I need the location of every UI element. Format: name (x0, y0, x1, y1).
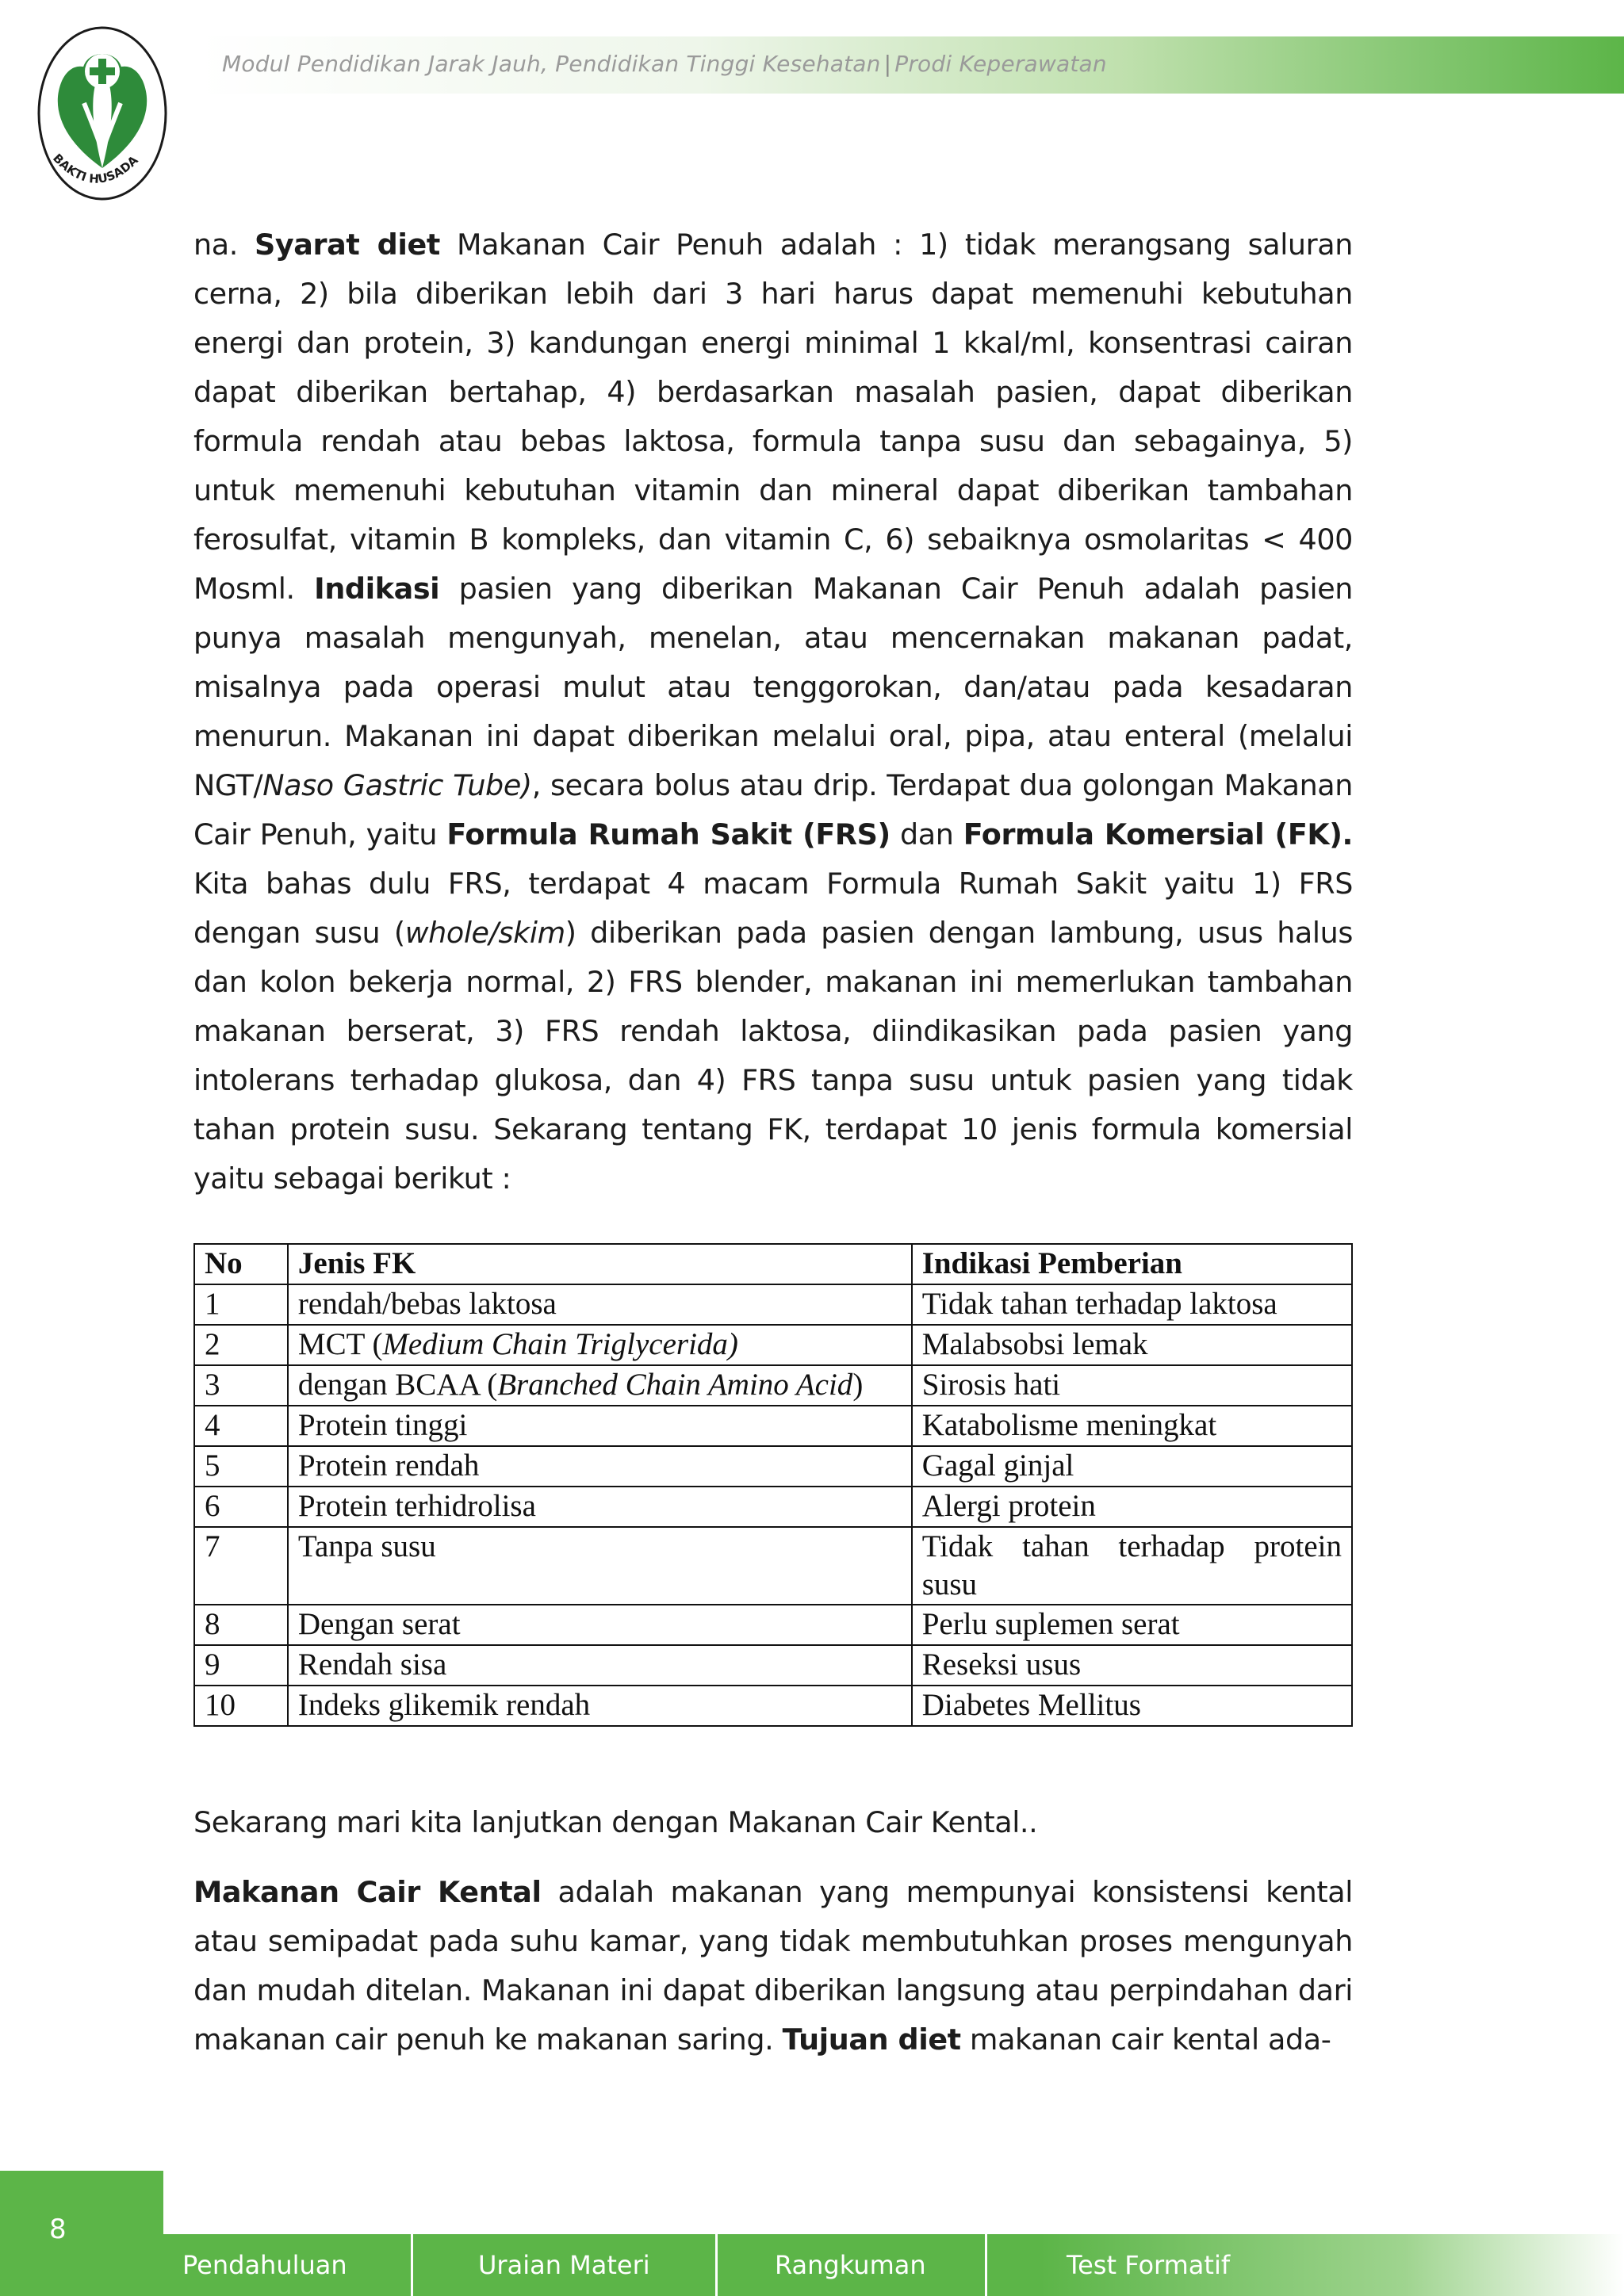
header-jenis: Jenis FK (288, 1244, 912, 1284)
svg-text:BAKTI HUSADA (50, 151, 141, 186)
nav-pendahuluan[interactable]: Pendahuluan (182, 2250, 347, 2280)
table-row: 9 Rendah sisa Reseksi usus (194, 1645, 1352, 1686)
table-row: 4 Protein tinggi Katabolisme meningkat (194, 1406, 1352, 1446)
table-header-row (194, 1244, 1352, 1284)
table-row: 5 Protein rendah Gagal ginjal (194, 1446, 1352, 1487)
nav-uraian-materi[interactable]: Uraian Materi (411, 2234, 715, 2296)
header-indikasi: Indikasi Pemberian (912, 1244, 1352, 1284)
formula-komersial-table (193, 1243, 1353, 1727)
kemenkes-logo (35, 24, 170, 203)
table-row: 10 Indeks glikemik rendah Diabetes Mellitus (194, 1686, 1352, 1726)
table-row: 1 rendah/bebas laktosa Tidak tahan terhadap laktosa (194, 1284, 1352, 1325)
cair-kental-paragraph: Makanan Cair Kental adalah makanan yang mempunyai konsistensi kental atau semipadat pada suhu kamar, yang tidak membutuhkan proses mengunyah dan mudah ditelan. Makanan ini dapat diberikan langsung atau perpindahan dari makanan cair penuh ke makanan saring. Tujuan diet makanan cair kental ada- (193, 1875, 1353, 2057)
footer-page-block (0, 2171, 163, 2296)
table-row: 2 MCT (Medium Chain Triglycerida) Malabsobsi lemak (194, 1325, 1352, 1365)
header-no: No (194, 1244, 288, 1284)
header-title: Modul Pendidikan Jarak Jauh, Pendidikan Tinggi Kesehatan | Prodi Keperawatan (222, 51, 1107, 77)
table-row: 6 Protein terhidrolisa Alergi protein (194, 1487, 1352, 1527)
nav-rangkuman[interactable]: Rangkuman (715, 2234, 985, 2296)
nav-test-formatif[interactable]: Test Formatif (985, 2234, 1318, 2296)
table-row: 7 Tanpa susu Tidak tahan terhadap protein susu (194, 1527, 1352, 1605)
table-row: 8 Dengan serat Perlu suplemen serat (194, 1605, 1352, 1645)
main-paragraph: na. Syarat diet Makanan Cair Penuh adalah : 1) tidak merangsang saluran cerna, 2) bila diberikan lebih dari 3 hari harus dapat memenuhi kebutuhan energi dan protein, 3) kandungan energi minimal 1 kkal/ml, konsentrasi cairan dapat diberikan bertahap, 4) berdasarkan masalah pasien, dapat diberikan formula rendah atau bebas laktosa, formula tanpa susu dan sebagainya, 5) untuk memenuhi kebutuhan vitamin dan mineral dapat diberikan tambahan ferosulfat, vitamin B kompleks, dan vitamin C, 6) sebaiknya osmolaritas < 400 Mosml. Indikasi pasien yang diberikan Makanan Cair Penuh adalah pasien punya masalah mengunyah, menelan, atau mencernakan makanan padat, misalnya pada operasi mulut atau tenggorokan, dan/atau pada kesadaran menurun. Makanan ini dapat diberikan melalui oral, pipa, atau enteral (melalui NGT/Naso Gastric Tube), secara bolus atau drip. Terdapat dua golongan Makanan Cair Penuh, yaitu Formula Rumah Sakit (FRS) dan Formula Komersial (FK). Kita bahas dulu FRS, terdapat 4 macam Formula Rumah Sakit yaitu 1) FRS dengan susu (whole/skim) diberikan pada pasien dengan lambung, usus halus dan kolon bekerja normal, 2) FRS blender, makanan ini memerlukan tambahan makanan berserat, 3) FRS rendah laktosa, diindikasikan pada pasien yang intolerans terhadap glukosa, dan 4) FRS tanpa susu untuk pasien yang tidak tahan protein susu. Sekarang tentang FK, terdapat 10 jenis formula komersial yaitu sebagai berikut : (193, 228, 1354, 1196)
transition-sentence: Sekarang mari kita lanjutkan dengan Makanan Cair Kental.. (193, 1805, 1038, 1839)
table-row: 3 dengan BCAA (Branched Chain Amino Acid) Sirosis hati (194, 1365, 1352, 1406)
page-number: 8 (49, 2214, 67, 2245)
logo-text: BAKTI HUSADA (50, 151, 141, 186)
